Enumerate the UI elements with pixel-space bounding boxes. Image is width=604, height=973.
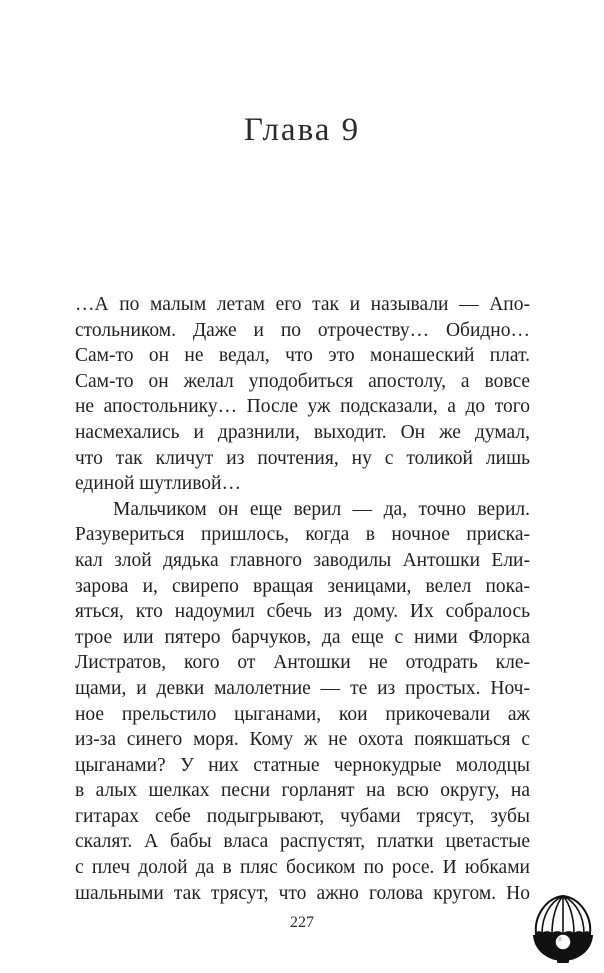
page-number: 227 (290, 914, 314, 931)
text-line: зарова и, свирепо вращая зеницами, велел пока- (75, 575, 530, 597)
text-line: что так кличут из почтения, ну с толикой лишь (75, 447, 530, 469)
text-line: яться, кто надоумил сбечь из дому. Их собралось (75, 601, 530, 623)
text-line: единой шутливой… (75, 473, 241, 495)
chapter-title: Глава 9 (243, 112, 361, 148)
text-line: трое или пятеро барчуков, да еще с ними Флорка (75, 626, 530, 648)
text-line: стольником. Даже и по отрочеству… Обидно… (75, 319, 530, 341)
seashell-with-pearl-icon (528, 890, 598, 966)
text-line: насмехались и дразнили, выходит. Он же думал, (75, 421, 530, 443)
text-line: Мальчиком он еще верил — да, точно верил. (113, 498, 530, 520)
text-line: цыганами? У них статные чернокудрые молодцы (75, 754, 530, 776)
text-line: ное прельстило цыганами, кои прикочевали аж (75, 703, 530, 725)
text-line: в алых шелках песни горланят на всю округу, на (75, 780, 530, 802)
text-line: из-за синего моря. Кому ж не охота поякшаться с (75, 729, 530, 751)
text-line: кал злой дядька главного заводилы Антошки Ели- (75, 549, 530, 571)
body-text (75, 292, 530, 906)
text-line: с плеч долой да в пляс босиком по росе. И юбками (75, 857, 530, 879)
text-line: Сам-то он не ведал, что это монашеский плат. (75, 345, 530, 367)
text-line: шальными так трясут, что ажно голова кругом. Но (75, 882, 530, 904)
text-line: скалят. А бабы власа распустят, платки цветастые (75, 831, 530, 853)
text-line: Листратов, кого от Антошки не отодрать кле- (75, 652, 530, 674)
text-line: …А по малым летам его так и называли — Апо- (75, 294, 530, 315)
text-line: Сам-то он желал уподобиться апостолу, а вовсе (75, 370, 530, 392)
text-line: Разувериться пришлось, когда в ночное приска- (75, 524, 530, 546)
text-line: гитарах себе подыгрывают, чубами трясут, зубы (75, 805, 530, 827)
text-line: щами, и девки малолетние — те из простых. Ноч- (75, 677, 530, 699)
text-line: не апостольнику… После уж подсказали, а до того (75, 396, 530, 418)
